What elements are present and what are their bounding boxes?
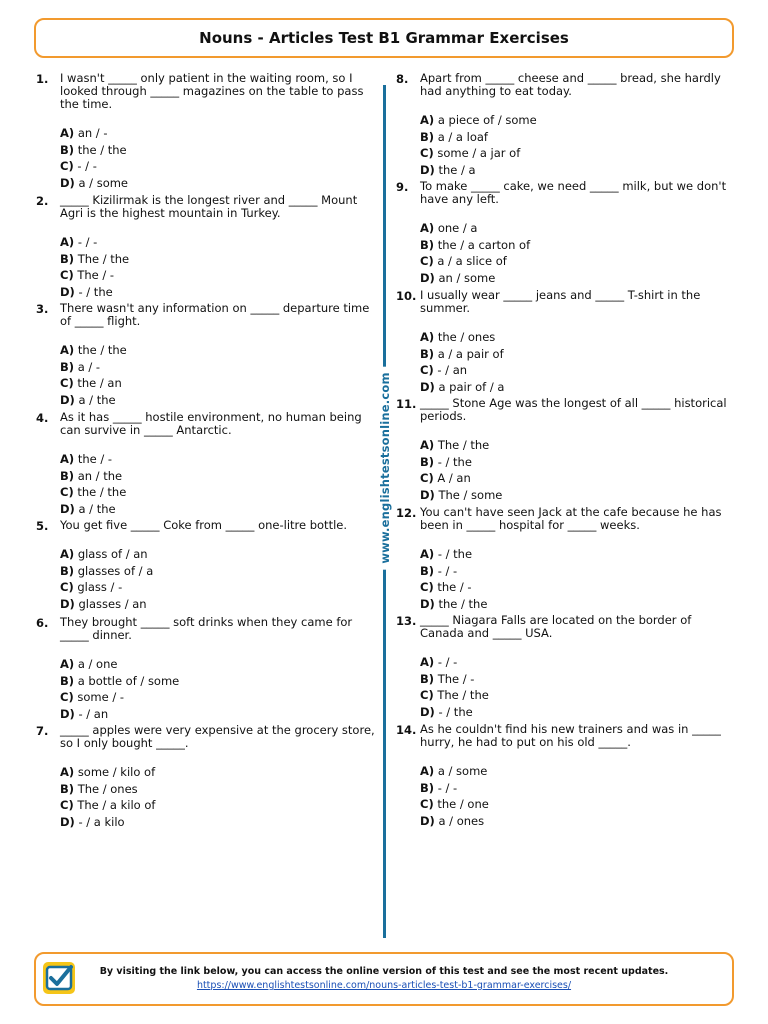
answer-option[interactable] bbox=[420, 129, 736, 146]
question-7 bbox=[36, 724, 376, 830]
option-letter: A) bbox=[420, 438, 435, 452]
answer-options bbox=[60, 234, 376, 300]
answer-option[interactable] bbox=[60, 689, 376, 706]
option-letter: C) bbox=[420, 471, 434, 485]
question-text: As he couldn't find his new trainers and was in _____ hurry, he had to put on his old _____. bbox=[420, 722, 721, 749]
question-text: _____ apples were very expensive at the grocery store, so I only bought _____. bbox=[60, 723, 375, 750]
answer-option[interactable] bbox=[420, 780, 736, 797]
answer-option[interactable] bbox=[420, 704, 736, 721]
answer-option[interactable] bbox=[60, 451, 376, 468]
question-text: They brought _____ soft drinks when they came for _____ dinner. bbox=[60, 615, 353, 642]
option-letter: C) bbox=[60, 485, 74, 499]
option-letter: B) bbox=[60, 673, 75, 688]
option-letter: C) bbox=[60, 798, 74, 812]
answer-option[interactable] bbox=[60, 359, 376, 376]
option-text: - / - bbox=[77, 159, 97, 173]
question-number: 6. bbox=[36, 616, 49, 630]
answer-option[interactable] bbox=[60, 342, 376, 359]
option-text: a / some bbox=[78, 175, 129, 190]
answer-option[interactable] bbox=[60, 251, 376, 268]
footer-notice: By visiting the link below, you can access the online version of this test and see the most recent updates. bbox=[99, 966, 669, 977]
answer-option[interactable] bbox=[420, 379, 736, 396]
option-letter: B) bbox=[420, 671, 435, 686]
option-text: - / - bbox=[437, 563, 458, 578]
option-letter: B) bbox=[420, 237, 435, 252]
question-13 bbox=[396, 614, 736, 720]
option-text: a pair of / a bbox=[438, 379, 505, 394]
answer-option[interactable] bbox=[420, 654, 736, 671]
option-text: the / - bbox=[77, 452, 113, 466]
option-text: The / - bbox=[77, 268, 115, 282]
option-text: some / kilo of bbox=[77, 765, 156, 779]
option-text: one / a bbox=[437, 221, 478, 235]
option-letter: A) bbox=[420, 330, 435, 344]
answer-options bbox=[420, 546, 736, 612]
option-text: some / - bbox=[77, 690, 124, 704]
question-number: 4. bbox=[36, 411, 49, 425]
answer-option[interactable] bbox=[420, 454, 736, 471]
question-text: I wasn't _____ only patient in the waiting room, so I looked through _____ magazines on the table to pass the time. bbox=[60, 71, 364, 111]
option-text: a / one bbox=[77, 657, 118, 671]
side-url: www.englishtestsonline.com bbox=[374, 366, 396, 569]
question-number: 8. bbox=[396, 72, 409, 86]
question-12 bbox=[396, 506, 736, 612]
answer-option[interactable] bbox=[60, 596, 376, 613]
option-letter: A) bbox=[420, 764, 435, 778]
answer-option[interactable] bbox=[60, 546, 376, 563]
option-text: glass of / an bbox=[77, 547, 148, 561]
option-text: a / some bbox=[437, 764, 488, 778]
option-letter: A) bbox=[420, 113, 435, 127]
option-letter: B) bbox=[420, 780, 435, 795]
option-letter: D) bbox=[60, 175, 75, 190]
option-letter: C) bbox=[420, 363, 434, 377]
answer-option[interactable] bbox=[420, 671, 736, 688]
question-8 bbox=[396, 72, 736, 178]
option-text: - / the bbox=[78, 284, 113, 299]
answer-option[interactable] bbox=[60, 656, 376, 673]
answer-option[interactable] bbox=[420, 487, 736, 504]
question-5 bbox=[36, 519, 376, 612]
option-text: - / an bbox=[437, 363, 468, 377]
answer-option[interactable] bbox=[420, 145, 736, 162]
option-letter: D) bbox=[420, 596, 435, 611]
option-text: the / a carton of bbox=[437, 237, 531, 252]
option-letter: C) bbox=[420, 688, 434, 702]
option-letter: A) bbox=[60, 343, 75, 357]
option-letter: D) bbox=[420, 379, 435, 394]
question-text: _____ Kizilirmak is the longest river and _____ Mount Agri is the highest mountain in Turkey. bbox=[60, 193, 358, 220]
answer-option[interactable] bbox=[420, 237, 736, 254]
question-number: 11. bbox=[396, 397, 417, 411]
answer-option[interactable] bbox=[420, 813, 736, 830]
option-text: The / - bbox=[437, 671, 475, 686]
option-letter: A) bbox=[60, 235, 75, 249]
option-text: a bottle of / some bbox=[77, 673, 180, 688]
answer-options bbox=[420, 220, 736, 286]
option-text: an / some bbox=[438, 270, 496, 285]
option-text: a / the bbox=[78, 501, 116, 516]
answer-option[interactable] bbox=[420, 362, 736, 379]
answer-option[interactable] bbox=[60, 142, 376, 159]
option-text: glasses of / a bbox=[77, 563, 154, 578]
option-letter: A) bbox=[60, 765, 75, 779]
question-number: 2. bbox=[36, 194, 49, 208]
answer-option[interactable] bbox=[420, 220, 736, 237]
option-letter: D) bbox=[420, 162, 435, 177]
question-text: _____ Niagara Falls are located on the border of Canada and _____ USA. bbox=[420, 613, 692, 640]
option-letter: B) bbox=[420, 346, 435, 361]
answer-option[interactable] bbox=[60, 484, 376, 501]
answer-options bbox=[60, 656, 376, 722]
option-letter: B) bbox=[420, 563, 435, 578]
answer-options bbox=[60, 451, 376, 517]
option-text: the / an bbox=[77, 376, 122, 390]
question-text: You get five _____ Coke from _____ one-litre bottle. bbox=[60, 518, 348, 532]
option-letter: C) bbox=[420, 146, 434, 160]
answer-option[interactable] bbox=[60, 175, 376, 192]
option-letter: A) bbox=[60, 547, 75, 561]
question-11 bbox=[396, 397, 736, 503]
title-box bbox=[34, 18, 734, 58]
option-text: The / some bbox=[438, 487, 503, 502]
answer-option[interactable] bbox=[60, 501, 376, 518]
option-letter: C) bbox=[60, 376, 74, 390]
answer-option[interactable] bbox=[420, 162, 736, 179]
option-text: - / - bbox=[437, 655, 458, 669]
option-text: - / - bbox=[437, 780, 458, 795]
question-10 bbox=[396, 289, 736, 395]
option-text: The / ones bbox=[77, 781, 138, 796]
option-letter: D) bbox=[420, 487, 435, 502]
answer-option[interactable] bbox=[420, 346, 736, 363]
option-letter: D) bbox=[60, 596, 75, 611]
footer-box bbox=[34, 952, 734, 1006]
option-text: a piece of / some bbox=[437, 113, 537, 127]
answer-option[interactable] bbox=[420, 470, 736, 487]
answer-options bbox=[420, 654, 736, 720]
option-letter: C) bbox=[60, 580, 74, 594]
question-text: You can't have seen Jack at the cafe because he has been in _____ hospital for _____ weeks. bbox=[420, 505, 722, 532]
answer-option[interactable] bbox=[420, 329, 736, 346]
question-text: To make _____ cake, we need _____ milk, but we don't have any left. bbox=[420, 179, 727, 206]
option-letter: A) bbox=[60, 126, 75, 140]
question-text: Apart from _____ cheese and _____ bread, she hardly had anything to eat today. bbox=[420, 71, 721, 98]
option-letter: B) bbox=[60, 142, 75, 157]
answer-options bbox=[420, 763, 736, 829]
option-text: glass / - bbox=[77, 580, 123, 594]
option-text: - / the bbox=[438, 704, 473, 719]
option-letter: C) bbox=[60, 690, 74, 704]
answer-option[interactable] bbox=[420, 270, 736, 287]
option-letter: B) bbox=[60, 359, 75, 374]
option-text: a / - bbox=[77, 359, 101, 374]
answer-option[interactable] bbox=[60, 706, 376, 723]
option-text: an / the bbox=[77, 468, 123, 483]
option-letter: D) bbox=[60, 392, 75, 407]
answer-option[interactable] bbox=[420, 563, 736, 580]
answer-option[interactable] bbox=[60, 797, 376, 814]
question-4 bbox=[36, 411, 376, 517]
option-letter: B) bbox=[60, 563, 75, 578]
option-text: the / ones bbox=[437, 330, 496, 344]
answer-option[interactable] bbox=[60, 814, 376, 831]
option-text: The / a kilo of bbox=[77, 798, 156, 812]
answer-option[interactable] bbox=[60, 579, 376, 596]
answer-option[interactable] bbox=[420, 253, 736, 270]
answer-option[interactable] bbox=[60, 673, 376, 690]
option-letter: D) bbox=[60, 501, 75, 516]
question-number: 1. bbox=[36, 72, 49, 86]
option-letter: A) bbox=[420, 221, 435, 235]
answer-option[interactable] bbox=[420, 596, 736, 613]
question-number: 9. bbox=[396, 180, 409, 194]
question-text: I usually wear _____ jeans and _____ T-shirt in the summer. bbox=[420, 288, 701, 315]
option-text: the / the bbox=[77, 343, 127, 357]
option-letter: D) bbox=[420, 270, 435, 285]
answer-option[interactable] bbox=[420, 546, 736, 563]
answer-options bbox=[420, 329, 736, 395]
answer-option[interactable] bbox=[60, 267, 376, 284]
option-text: some / a jar of bbox=[437, 146, 521, 160]
option-letter: C) bbox=[420, 580, 434, 594]
question-6 bbox=[36, 616, 376, 722]
option-letter: A) bbox=[420, 655, 435, 669]
question-3 bbox=[36, 302, 376, 408]
option-text: glasses / an bbox=[78, 596, 147, 611]
question-text: There wasn't any information on _____ departure time of _____ flight. bbox=[60, 301, 370, 328]
question-14 bbox=[396, 723, 736, 829]
option-text: a / a slice of bbox=[437, 254, 507, 268]
answer-option[interactable] bbox=[60, 468, 376, 485]
option-letter: D) bbox=[420, 813, 435, 828]
option-text: the / the bbox=[77, 142, 127, 157]
answer-options bbox=[420, 437, 736, 503]
answer-options bbox=[60, 546, 376, 612]
option-text: - / - bbox=[77, 235, 98, 249]
option-letter: B) bbox=[420, 454, 435, 469]
answer-option[interactable] bbox=[420, 796, 736, 813]
question-number: 5. bbox=[36, 519, 49, 533]
question-number: 14. bbox=[396, 723, 417, 737]
answer-option[interactable] bbox=[60, 158, 376, 175]
question-text: As it has _____ hostile environment, no human being can survive in _____ Antarctic. bbox=[60, 410, 362, 437]
option-letter: D) bbox=[60, 814, 75, 829]
option-letter: D) bbox=[60, 706, 75, 721]
option-text: - / an bbox=[78, 706, 109, 721]
answer-option[interactable] bbox=[420, 687, 736, 704]
answer-options bbox=[420, 112, 736, 178]
answer-option[interactable] bbox=[60, 781, 376, 798]
option-letter: A) bbox=[420, 547, 435, 561]
option-letter: B) bbox=[420, 129, 435, 144]
answer-option[interactable] bbox=[60, 375, 376, 392]
option-text: the / a bbox=[438, 162, 476, 177]
option-text: The / the bbox=[437, 438, 490, 452]
option-text: the / the bbox=[77, 485, 127, 499]
option-letter: C) bbox=[420, 797, 434, 811]
option-letter: C) bbox=[60, 268, 74, 282]
answer-option[interactable] bbox=[420, 763, 736, 780]
option-text: a / a pair of bbox=[437, 346, 504, 361]
option-letter: B) bbox=[60, 781, 75, 796]
option-letter: C) bbox=[60, 159, 74, 173]
answer-options bbox=[60, 125, 376, 191]
question-2 bbox=[36, 194, 376, 300]
answer-options bbox=[60, 764, 376, 830]
option-letter: A) bbox=[60, 452, 75, 466]
option-text: The / the bbox=[77, 251, 130, 266]
question-number: 7. bbox=[36, 724, 49, 738]
option-letter: A) bbox=[60, 657, 75, 671]
question-9 bbox=[396, 180, 736, 286]
option-text: the / one bbox=[437, 797, 489, 811]
option-text: a / ones bbox=[438, 813, 485, 828]
option-letter: D) bbox=[420, 704, 435, 719]
option-text: an / - bbox=[77, 126, 108, 140]
answer-option[interactable] bbox=[420, 579, 736, 596]
question-text: _____ Stone Age was the longest of all _____ historical periods. bbox=[420, 396, 727, 423]
option-letter: C) bbox=[420, 254, 434, 268]
answer-option[interactable] bbox=[60, 234, 376, 251]
option-letter: B) bbox=[60, 468, 75, 483]
option-letter: B) bbox=[60, 251, 75, 266]
footer-link[interactable]: https://www.englishtestsonline.com/nouns-articles-test-b1-grammar-exercises/ bbox=[196, 980, 572, 991]
answer-option[interactable] bbox=[60, 284, 376, 301]
option-text: the / the bbox=[438, 596, 488, 611]
option-text: - / a kilo bbox=[78, 814, 125, 829]
option-letter: D) bbox=[60, 284, 75, 299]
option-text: - / the bbox=[437, 454, 472, 469]
option-text: the / - bbox=[437, 580, 472, 594]
question-number: 3. bbox=[36, 302, 49, 316]
answer-option[interactable] bbox=[60, 563, 376, 580]
answer-option[interactable] bbox=[420, 112, 736, 129]
answer-option[interactable] bbox=[420, 437, 736, 454]
page-title: Nouns - Articles Test B1 Grammar Exercises bbox=[199, 29, 569, 47]
answer-option[interactable] bbox=[60, 125, 376, 142]
question-number: 12. bbox=[396, 506, 417, 520]
answer-options bbox=[60, 342, 376, 408]
option-text: The / the bbox=[437, 688, 489, 702]
question-number: 10. bbox=[396, 289, 417, 303]
option-text: a / a loaf bbox=[437, 129, 488, 144]
option-text: - / the bbox=[437, 547, 473, 561]
question-number: 13. bbox=[396, 614, 417, 628]
question-1 bbox=[36, 72, 376, 191]
option-text: a / the bbox=[78, 392, 116, 407]
answer-option[interactable] bbox=[60, 764, 376, 781]
option-text: A / an bbox=[437, 471, 471, 485]
answer-option[interactable] bbox=[60, 392, 376, 409]
